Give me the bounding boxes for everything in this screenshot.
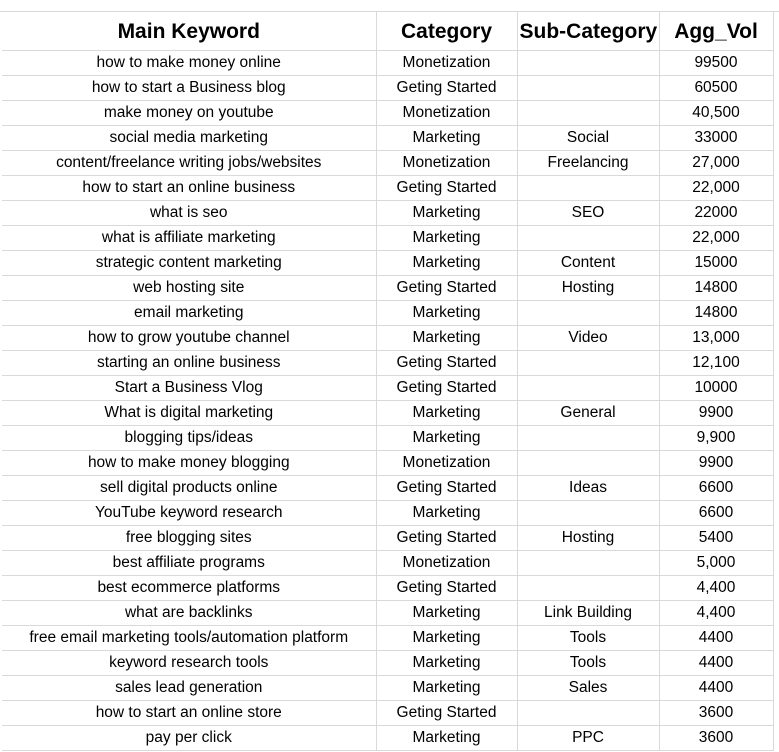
table-row: [2, 726, 773, 751]
agg-vol-cell[interactable]: 27,000: [659, 151, 773, 176]
table-row: [2, 651, 773, 676]
sub-category-cell[interactable]: [517, 451, 659, 476]
table-row: [2, 376, 773, 401]
table-row: [2, 326, 773, 351]
agg-vol-cell[interactable]: 6600: [659, 501, 773, 526]
agg-vol-cell[interactable]: 14800: [659, 276, 773, 301]
table-row: [2, 176, 773, 201]
keyword-cell[interactable]: how to start an online business: [2, 176, 376, 201]
category-cell[interactable]: Monetization: [376, 51, 517, 76]
sub-category-cell[interactable]: Tools: [517, 651, 659, 676]
agg-vol-cell[interactable]: 15000: [659, 251, 773, 276]
category-cell[interactable]: Geting Started: [376, 276, 517, 301]
category-cell[interactable]: Marketing: [376, 501, 517, 526]
table-row: [2, 126, 773, 151]
table-row: [2, 301, 773, 326]
header-row: [2, 12, 773, 51]
keyword-cell[interactable]: social media marketing: [2, 126, 376, 151]
sub-category-cell[interactable]: SEO: [517, 201, 659, 226]
keyword-cell[interactable]: what is affiliate marketing: [2, 226, 376, 251]
keyword-cell[interactable]: make money on youtube: [2, 101, 376, 126]
sub-category-cell[interactable]: Social: [517, 126, 659, 151]
keyword-cell[interactable]: web hosting site: [2, 276, 376, 301]
agg-vol-cell[interactable]: 6600: [659, 476, 773, 501]
table-row: [2, 501, 773, 526]
keyword-cell[interactable]: sales lead generation: [2, 676, 376, 701]
table-row: [2, 201, 773, 226]
category-cell[interactable]: Marketing: [376, 676, 517, 701]
agg-vol-cell[interactable]: 5,000: [659, 551, 773, 576]
agg-vol-cell[interactable]: 5400: [659, 526, 773, 551]
sub-category-cell[interactable]: General: [517, 401, 659, 426]
category-cell[interactable]: Marketing: [376, 326, 517, 351]
table-row: [2, 451, 773, 476]
agg-vol-cell[interactable]: 33000: [659, 126, 773, 151]
agg-vol-cell[interactable]: 4,400: [659, 576, 773, 601]
table-row: [2, 276, 773, 301]
category-cell[interactable]: Marketing: [376, 426, 517, 451]
category-cell[interactable]: Geting Started: [376, 476, 517, 501]
sub-category-cell[interactable]: Hosting: [517, 526, 659, 551]
category-cell[interactable]: Geting Started: [376, 576, 517, 601]
keyword-cell[interactable]: how to grow youtube channel: [2, 326, 376, 351]
sub-category-cell[interactable]: PPC: [517, 726, 659, 751]
category-cell[interactable]: Marketing: [376, 226, 517, 251]
sub-category-cell[interactable]: Freelancing: [517, 151, 659, 176]
agg-vol-cell[interactable]: 12,100: [659, 351, 773, 376]
keyword-cell[interactable]: best ecommerce platforms: [2, 576, 376, 601]
keyword-cell[interactable]: keyword research tools: [2, 651, 376, 676]
keyword-cell[interactable]: blogging tips/ideas: [2, 426, 376, 451]
sub-category-cell[interactable]: [517, 301, 659, 326]
keyword-cell[interactable]: free blogging sites: [2, 526, 376, 551]
agg-vol-cell[interactable]: 9,900: [659, 426, 773, 451]
keyword-cell[interactable]: how to start a Business blog: [2, 76, 376, 101]
header-category[interactable]: Category: [376, 12, 517, 51]
keyword-cell[interactable]: email marketing: [2, 301, 376, 326]
keyword-table: [2, 12, 774, 751]
sub-category-cell[interactable]: Content: [517, 251, 659, 276]
header-agg-vol[interactable]: Agg_Vol: [659, 12, 773, 51]
category-cell[interactable]: Geting Started: [376, 376, 517, 401]
keyword-cell[interactable]: what is seo: [2, 201, 376, 226]
agg-vol-cell[interactable]: 22,000: [659, 176, 773, 201]
table-body: [2, 51, 773, 751]
category-cell[interactable]: Geting Started: [376, 176, 517, 201]
category-cell[interactable]: Geting Started: [376, 701, 517, 726]
sub-category-cell[interactable]: [517, 351, 659, 376]
table-row: [2, 401, 773, 426]
keyword-cell[interactable]: how to make money online: [2, 51, 376, 76]
table-row: [2, 251, 773, 276]
sub-category-cell[interactable]: Ideas: [517, 476, 659, 501]
sub-category-cell[interactable]: [517, 426, 659, 451]
agg-vol-cell[interactable]: 13,000: [659, 326, 773, 351]
table-row: [2, 426, 773, 451]
table-row: [2, 151, 773, 176]
top-row-edge: [0, 0, 779, 12]
sub-category-cell[interactable]: [517, 226, 659, 251]
category-cell[interactable]: Marketing: [376, 201, 517, 226]
table-row: [2, 551, 773, 576]
keyword-cell[interactable]: pay per click: [2, 726, 376, 751]
keyword-cell[interactable]: starting an online business: [2, 351, 376, 376]
table-row: [2, 701, 773, 726]
category-cell[interactable]: Marketing: [376, 601, 517, 626]
category-cell[interactable]: Marketing: [376, 726, 517, 751]
sub-category-cell[interactable]: [517, 101, 659, 126]
sub-category-cell[interactable]: [517, 51, 659, 76]
agg-vol-cell[interactable]: 4400: [659, 651, 773, 676]
category-cell[interactable]: Geting Started: [376, 76, 517, 101]
category-cell[interactable]: Monetization: [376, 551, 517, 576]
sub-category-cell[interactable]: [517, 576, 659, 601]
agg-vol-cell[interactable]: 9900: [659, 451, 773, 476]
sub-category-cell[interactable]: [517, 501, 659, 526]
table-row: [2, 226, 773, 251]
keyword-cell[interactable]: what are backlinks: [2, 601, 376, 626]
agg-vol-cell[interactable]: 3600: [659, 726, 773, 751]
agg-vol-cell[interactable]: 60500: [659, 76, 773, 101]
table-row: [2, 676, 773, 701]
agg-vol-cell[interactable]: 3600: [659, 701, 773, 726]
category-cell[interactable]: Marketing: [376, 651, 517, 676]
table-row: [2, 476, 773, 501]
keyword-cell[interactable]: free email marketing tools/automation platform: [2, 626, 376, 651]
table-row: [2, 351, 773, 376]
category-cell[interactable]: Marketing: [376, 251, 517, 276]
sub-category-cell[interactable]: Video: [517, 326, 659, 351]
sub-category-cell[interactable]: Sales: [517, 676, 659, 701]
keyword-cell[interactable]: What is digital marketing: [2, 401, 376, 426]
keyword-cell[interactable]: strategic content marketing: [2, 251, 376, 276]
sub-category-cell[interactable]: Link Building: [517, 601, 659, 626]
agg-vol-cell[interactable]: 4400: [659, 626, 773, 651]
agg-vol-cell[interactable]: 4,400: [659, 601, 773, 626]
sub-category-cell[interactable]: [517, 176, 659, 201]
table-row: [2, 101, 773, 126]
table-row: [2, 526, 773, 551]
sub-category-cell[interactable]: Tools: [517, 626, 659, 651]
sub-category-cell[interactable]: [517, 376, 659, 401]
sub-category-cell[interactable]: [517, 551, 659, 576]
agg-vol-cell[interactable]: 14800: [659, 301, 773, 326]
keyword-cell[interactable]: Start a Business Vlog: [2, 376, 376, 401]
category-cell[interactable]: Marketing: [376, 626, 517, 651]
agg-vol-cell[interactable]: 40,500: [659, 101, 773, 126]
category-cell[interactable]: Geting Started: [376, 351, 517, 376]
keyword-cell[interactable]: how to start an online store: [2, 701, 376, 726]
agg-vol-cell[interactable]: 99500: [659, 51, 773, 76]
agg-vol-cell[interactable]: 9900: [659, 401, 773, 426]
category-cell[interactable]: Marketing: [376, 401, 517, 426]
header-sub-category[interactable]: Sub-Category: [517, 12, 659, 51]
keyword-cell[interactable]: sell digital products online: [2, 476, 376, 501]
sub-category-cell[interactable]: [517, 76, 659, 101]
agg-vol-cell[interactable]: 22,000: [659, 226, 773, 251]
category-cell[interactable]: Monetization: [376, 151, 517, 176]
category-cell[interactable]: Marketing: [376, 126, 517, 151]
table-row: [2, 76, 773, 101]
table-row: [2, 626, 773, 651]
agg-vol-cell[interactable]: 10000: [659, 376, 773, 401]
category-cell[interactable]: Marketing: [376, 301, 517, 326]
agg-vol-cell[interactable]: 22000: [659, 201, 773, 226]
category-cell[interactable]: Monetization: [376, 101, 517, 126]
table-row: [2, 576, 773, 601]
keyword-cell[interactable]: best affiliate programs: [2, 551, 376, 576]
keyword-cell[interactable]: content/freelance writing jobs/websites: [2, 151, 376, 176]
category-cell[interactable]: Monetization: [376, 451, 517, 476]
sub-category-cell[interactable]: Hosting: [517, 276, 659, 301]
header-main-keyword[interactable]: Main Keyword: [2, 12, 376, 51]
table-row: [2, 51, 773, 76]
category-cell[interactable]: Geting Started: [376, 526, 517, 551]
keyword-cell[interactable]: how to make money blogging: [2, 451, 376, 476]
keyword-cell[interactable]: YouTube keyword research: [2, 501, 376, 526]
sub-category-cell[interactable]: [517, 701, 659, 726]
agg-vol-cell[interactable]: 4400: [659, 676, 773, 701]
table-row: [2, 601, 773, 626]
